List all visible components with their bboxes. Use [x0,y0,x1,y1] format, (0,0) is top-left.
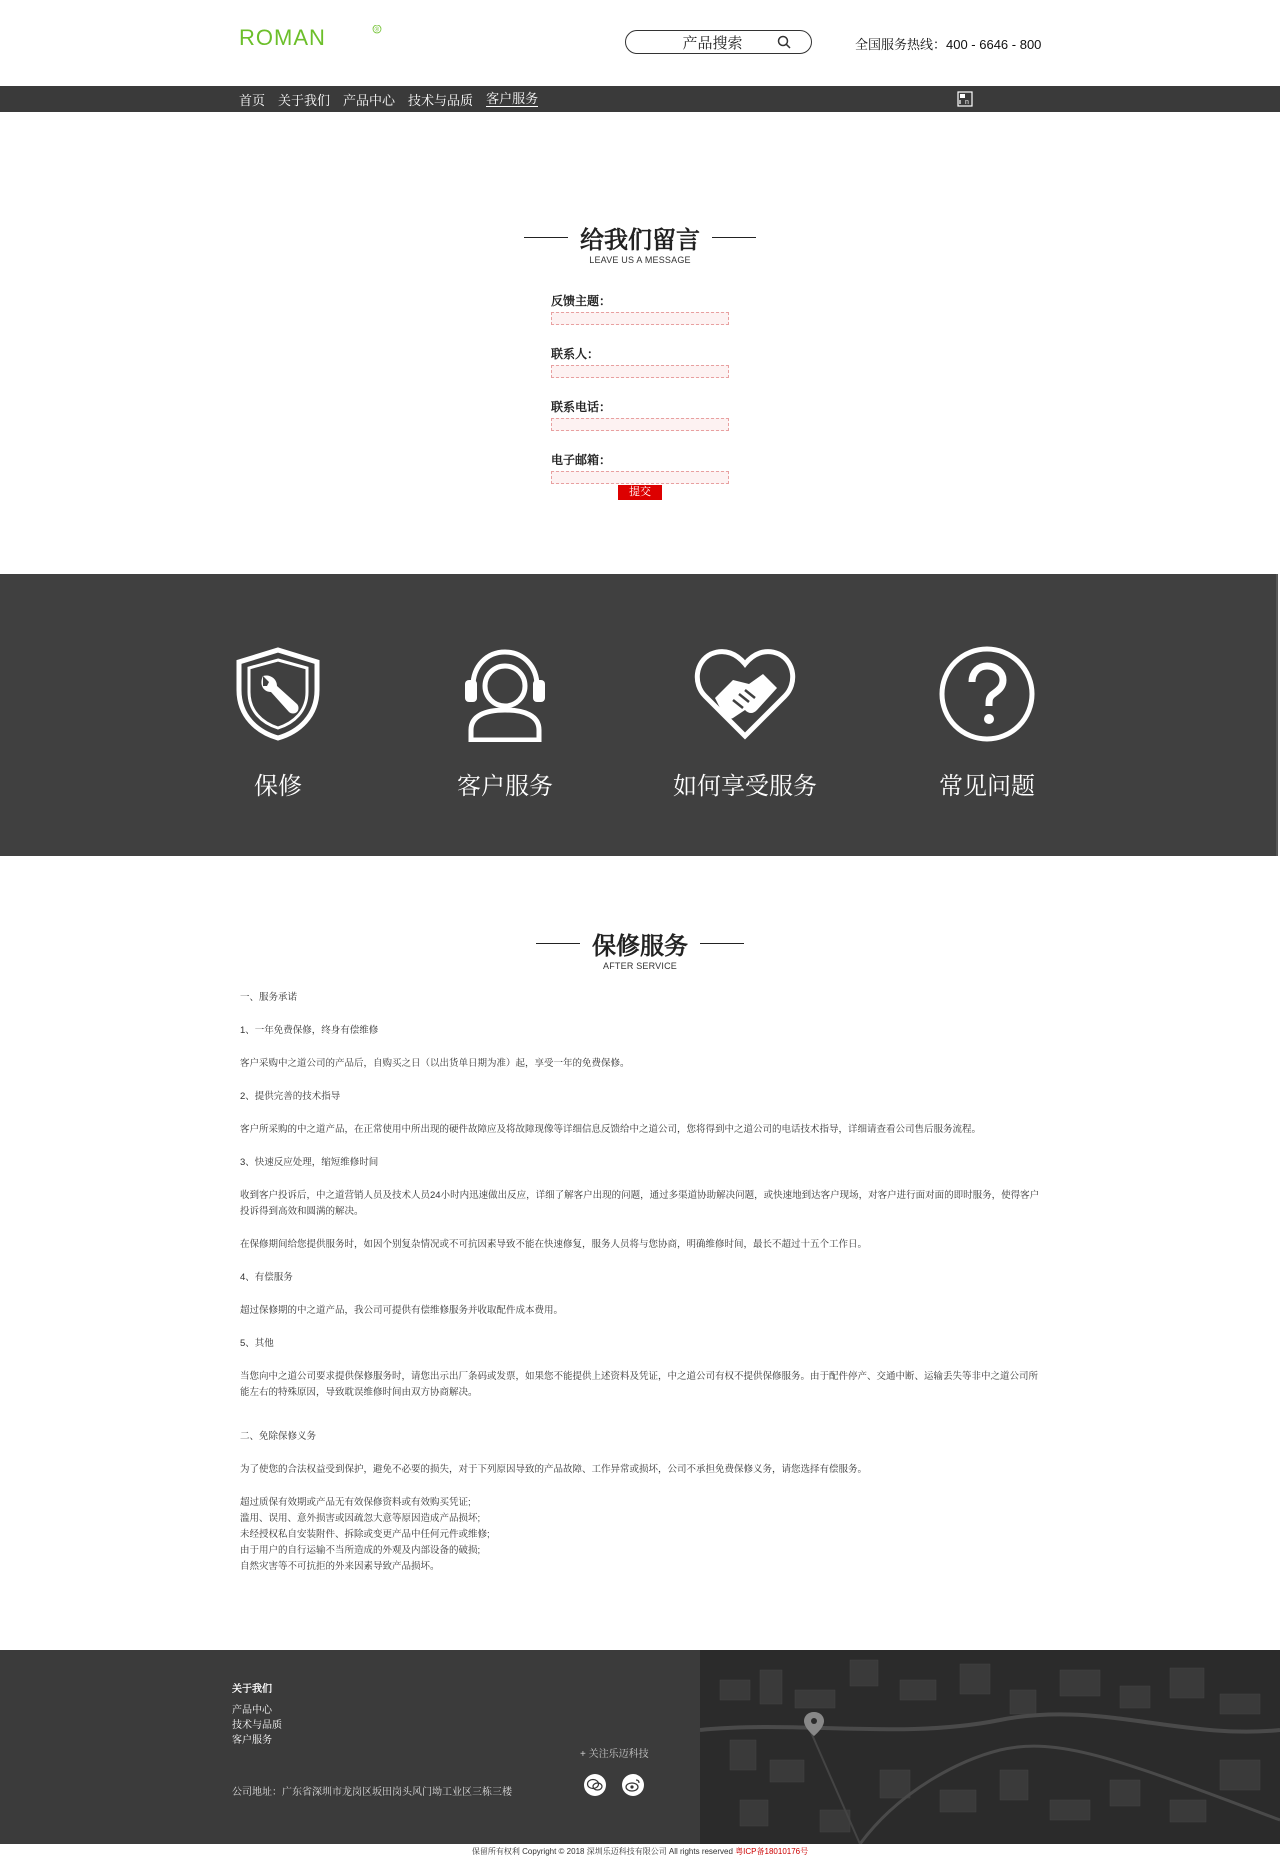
service-band [0,574,1278,856]
exclusion-item: 超过质保有效期或产品无有效保修资料或有效购买凭证; [240,1497,471,1508]
paragraph: 1、一年免费保修，终身有偿维修 [240,1025,379,1036]
exclusion-list [240,1495,1045,1575]
nav-tech-quality[interactable]: 技术与品质 [408,92,474,108]
phone-label: 联系电话： [551,400,612,414]
nav-products[interactable]: 产品中心 [343,92,396,108]
paragraph: 为了使您的合法权益受到保护，避免不必要的损失，对于下列原因导致的产品故障、工作异常或损坏，公司不承担免费保修义务，请您选择有偿服务。 [240,1464,868,1475]
exclusion-item: 自然灾害等不可抗拒的外来因素导致产品损坏。 [240,1561,440,1572]
wechat-icon[interactable] [584,1774,606,1796]
paragraph: 4、有偿服务 [240,1272,293,1283]
svg-text:n: n [965,99,969,106]
svg-text:ROMAN: ROMAN [239,25,326,50]
heart-handshake-icon [693,646,797,742]
paragraph: 超过保修期的中之道产品，我公司可提供有偿维修服务并收取配件成本费用。 [240,1305,564,1316]
message-form [551,292,731,504]
paragraph: 一、服务承诺 [240,992,298,1003]
map-graphic [700,1650,1280,1844]
exclusion-item: 未经授权私自安装附件、拆除或变更产品中任何元件或维修; [240,1529,490,1540]
after-service-content [240,990,1045,1575]
service-how-to[interactable] [670,646,820,801]
exclusion-item: 由于用户的自行运输不当所造成的外观及内部设备的破损; [240,1545,481,1556]
svg-text:®: ® [374,27,380,34]
message-subtitle: LEAVE US A MESSAGE [589,255,691,265]
footer-link-tech[interactable]: 技术与品质 [232,1720,282,1731]
paragraph: 收到客户投诉后，中之道营销人员及技术人员24小时内迅速做出反应，详细了解客户出现的问题，通过多渠道协助解决问题，或快速地到达客户现场，对客户进行面对面的即时服务，使得客户投诉得到高效和圆满的解决。 [240,1190,1040,1217]
email-input[interactable] [551,471,729,484]
footer-links [232,1682,282,1748]
nav-customer-service[interactable]: 客户服务 [486,91,539,106]
service-faq[interactable] [937,646,1037,801]
weibo-icon[interactable] [622,1774,644,1796]
message-section-title [0,220,1280,265]
paragraph: 3、快速反应处理，缩短维修时间 [240,1157,379,1168]
copyright-bar [0,1844,1280,1860]
paragraph: 在保修期间给您提供服务时，如因个别复杂情况或不可抗因素导致不能在快速修复，服务人员将与您协商，明确维修时间，最长不超过十五个工作日。 [240,1239,868,1250]
contact-input[interactable] [551,365,729,378]
paragraph: 5、其他 [240,1338,274,1349]
paragraph: 2、提供完善的技术指导 [240,1091,341,1102]
submit-button[interactable]: 提交 [618,485,662,500]
service-customer[interactable] [455,646,555,801]
shield-wrench-icon [233,646,323,742]
icp-link[interactable]: 粤ICP备18010176号 [735,1847,809,1856]
main-nav [0,86,1280,112]
site-header [0,0,1280,86]
service-hotline: 全国服务热线：400 - 6646 - 800 [855,37,1042,52]
headset-agent-icon [455,646,555,742]
service-label-faq: 常见问题 [939,773,1035,800]
site-footer [0,1650,1280,1844]
nav-about[interactable]: 关于我们 [278,92,331,108]
paragraph: 二、免除保修义务 [240,1431,317,1442]
company-address: 公司地址：广东省深圳市龙岗区坂田岗头风门坳工业区三栋三楼 [232,1787,512,1798]
email-label: 电子邮箱： [551,453,612,467]
footer-link-about[interactable]: 关于我们 [232,1684,272,1695]
service-label-how-to: 如何享受服务 [673,773,817,800]
service-label-warranty: 保修 [254,773,302,800]
after-service-heading: 保修服务 [592,933,688,960]
roman-logo-icon [239,25,389,55]
after-service-subtitle: AFTER SERVICE [603,961,677,971]
copyright-text: 保留所有权利 Copyright © 2018 深圳乐迈科技有限公司 All rights reserved [471,1847,733,1856]
brand-logo[interactable] [239,25,389,55]
subject-input[interactable] [551,312,729,325]
search-label: 产品搜索 [682,34,743,52]
nav-home[interactable]: 首页 [239,92,266,108]
question-circle-icon [937,646,1037,742]
contact-label: 联系人： [551,347,600,361]
service-warranty[interactable] [228,646,328,801]
message-title: 给我们留言 [580,227,700,254]
location-map[interactable] [700,1650,1280,1844]
footer-link-products[interactable]: 产品中心 [232,1705,272,1716]
phone-input[interactable] [551,418,729,431]
language-switch-icon[interactable] [957,91,973,107]
paragraph: 客户采购中之道公司的产品后，自购买之日（以出货单日期为准）起，享受一年的免费保修。 [240,1058,630,1069]
service-label-customer: 客户服务 [457,773,553,800]
after-service-title [0,926,1280,971]
footer-link-service[interactable]: 客户服务 [232,1735,272,1746]
subject-label: 反馈主题： [551,294,612,308]
exclusion-item: 滥用、误用、意外损害或因疏忽大意等原因造成产品损坏; [240,1513,481,1524]
search-icon[interactable] [777,35,791,49]
follow-label: + 关注乐迈科技 [580,1749,649,1760]
paragraph: 当您向中之道公司要求提供保修服务时，请您出示出厂条码或发票，如果您不能提供上述资料及凭证，中之道公司有权不提供保修服务。由于配件停产、交通中断、运输丢失等非中之道公司所能左右的特殊原因，导致耽误维修时间由双方协商解决。 [240,1371,1039,1398]
product-search-box[interactable] [625,30,812,54]
paragraph: 客户所采购的中之道产品，在正常使用中所出现的硬件故障应及将故障现像等详细信息反馈给中之道公司，您将得到中之道公司的电话技术指导，详细请查看公司售后服务流程。 [240,1124,982,1135]
